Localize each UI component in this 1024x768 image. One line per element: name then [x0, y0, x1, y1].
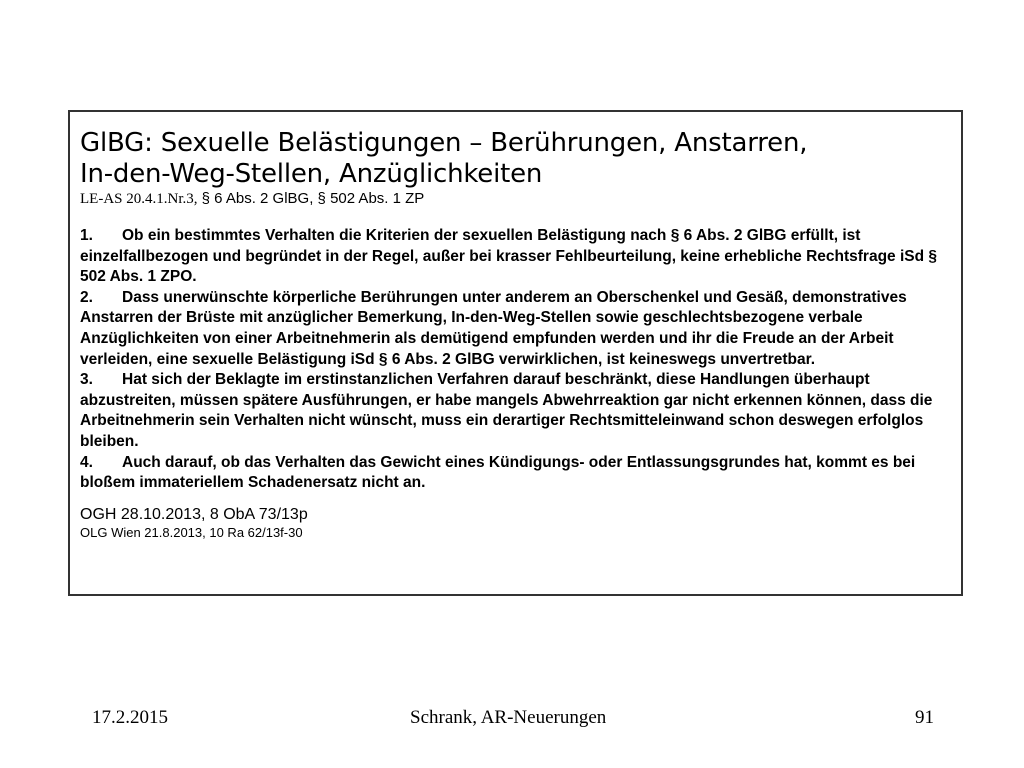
headnote-2 — [80, 288, 950, 370]
headnotes-list — [80, 226, 950, 494]
headnote-4 — [80, 453, 950, 494]
headnote-number: 2. — [80, 288, 93, 306]
footer-date: 17.2.2015 — [92, 707, 168, 728]
headnote-text: Auch darauf, ob das Verhalten das Gewicht eines Kündigungs- oder Entlassungsgrundes hat, kommt es bei bloßem immateriellem Schadenersatz nicht an. — [80, 453, 916, 492]
headnote-text: Ob ein bestimmtes Verhalten die Kriterien der sexuellen Belästigung nach § 6 Abs. 2 GlBG erfüllt, ist einzelfallbezogen und begründet in der Regel, außer bei krasser Fehlbeurteilung, keine erhebliche Rechtsfrage iSd § 502 Abs. 1 ZPO. — [80, 227, 938, 286]
court-primary-citation: OGH 28.10.2013, 8 ObA 73/13p — [80, 505, 308, 523]
headnote-text: Dass unerwünschte körperliche Berührungen unter anderem an Oberschenkel und Gesäß, demonstratives Anstarren der Brüste mit anzüglicher Bemerkung, In-den-Weg-Stellen sowie geschlechtsbezogene verbale Anzüglichkeiten von einer Arbeitnehmerin als demütigend empfunden werden und ihr die Freude an der Arbeit verleiden, eine sexuelle Belästigung iSd § 6 Abs. 2 GlBG verwirklichen, ist keineswegs unvertretbar. — [80, 288, 907, 368]
title-line-2: In-den-Weg-Stellen, Anzüglichkeiten — [80, 159, 543, 189]
footer-page-number: 91 — [915, 707, 934, 728]
footer-author: Schrank, AR-Neuerungen — [410, 707, 607, 728]
slide-title — [80, 128, 950, 190]
law-reference: § 6 Abs. 2 GlBG, § 502 Abs. 1 ZP — [197, 190, 425, 207]
legal-reference — [80, 190, 950, 208]
headnote-number: 3. — [80, 371, 93, 389]
headnote-number: 1. — [80, 227, 93, 244]
headnote-1 — [80, 226, 950, 288]
headnote-number: 4. — [80, 453, 93, 471]
court-secondary-citation: OLG Wien 21.8.2013, 10 Ra 62/13f-30 — [80, 524, 303, 540]
slide-content-box — [68, 110, 963, 596]
title-line-1: GlBG: Sexuelle Belästigungen – Berührungen, Anstarren, — [80, 128, 808, 158]
headnote-text: Hat sich der Beklagte im erstinstanzlichen Verfahren darauf beschränkt, diese Handlungen überhaupt abzustreiten, müssen spätere Ausführungen, er habe mangels Abwehrreaktion gar nicht erkennen können, dass die Arbeitnehmerin sein Verhalten nicht wünscht, muss ein derartiger Rechtsmitteleinwand schon deswegen erfolglos bleiben. — [80, 371, 933, 450]
slide-content — [80, 128, 950, 541]
le-as-reference: LE-AS 20.4.1.Nr.3, — [80, 191, 198, 207]
headnote-3 — [80, 370, 950, 452]
